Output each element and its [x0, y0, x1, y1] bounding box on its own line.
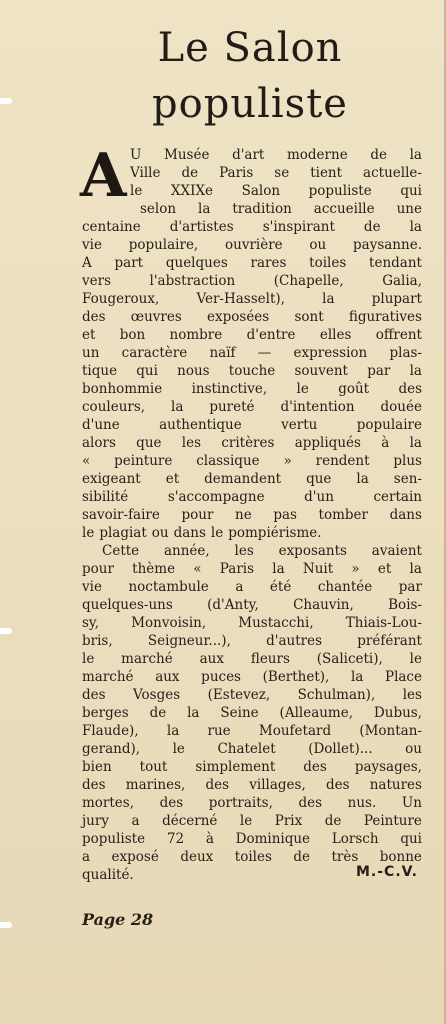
article-line: populiste 72 à Dominique Lorsch qui: [82, 831, 422, 847]
article-line: le XXIXe Salon populiste qui: [130, 183, 422, 199]
article-line: bien tout simplement des paysages,: [82, 759, 422, 775]
article-line: d'une authentique vertu populaire: [82, 417, 422, 433]
article-line: berges de la Seine (Alleaume, Dubus,: [82, 705, 422, 721]
article-line: bris, Seigneur...), d'autres préférant: [82, 633, 422, 649]
article-title-line-2: populiste: [152, 81, 348, 127]
article-line: pour thème « Paris la Nuit » et la: [82, 561, 422, 577]
torn-edge: [0, 628, 12, 634]
torn-edge: [0, 98, 12, 104]
torn-edge: [0, 922, 12, 928]
article-line: vie noctambule a été chantée par: [82, 579, 422, 595]
page-number: Page 28: [82, 910, 154, 929]
article-title-line-1: Le Salon: [157, 25, 343, 71]
article-line: jury a décerné le Prix de Peinture: [82, 813, 422, 829]
article-line: le plagiat ou dans le pompiérisme.: [82, 525, 322, 541]
article-line: Flaude), la rue Moufetard (Montan-: [82, 723, 422, 739]
article-line: alors que les critères appliqués à la: [82, 435, 422, 451]
article-line: vers l'abstraction (Chapelle, Galia,: [82, 273, 422, 289]
article-line: A part quelques rares toiles tendant: [82, 255, 422, 271]
article-line: sy, Monvoisin, Mustacchi, Thiais-Lou-: [82, 615, 422, 631]
article-line: quelques-uns (d'Anty, Chauvin, Bois-: [82, 597, 422, 613]
article-line: un caractère naïf — expression plas-: [82, 345, 422, 361]
article-line: « peinture classique » rendent plus: [82, 453, 422, 469]
drop-cap: A: [80, 141, 127, 211]
article-line: des Vosges (Estevez, Schulman), les: [82, 687, 422, 703]
article-line: Fougeroux, Ver-Hasselt), la plupart: [82, 291, 422, 307]
article-line: et bon nombre d'entre elles offrent: [82, 327, 422, 343]
article-line: centaine d'artistes s'inspirant de la: [82, 219, 422, 235]
article-line: mortes, des portraits, des nus. Un: [82, 795, 422, 811]
article-line: exigeant et demandent que la sen-: [82, 471, 422, 487]
article-line: des marines, des villages, des natures: [82, 777, 422, 793]
article-line: Ville de Paris se tient actuelle-: [130, 165, 422, 181]
article-line: des œuvres exposées sont figuratives: [82, 309, 422, 325]
article-line: U Musée d'art moderne de la: [130, 147, 422, 163]
article-line: savoir-faire pour ne pas tomber dans: [82, 507, 422, 523]
article-line: a exposé deux toiles de très bonne: [82, 849, 422, 865]
article-line: couleurs, la pureté d'intention douée: [82, 399, 422, 415]
article-line: marché aux puces (Berthet), la Place: [82, 669, 422, 685]
article-line: selon la tradition accueille une: [140, 201, 422, 217]
article-line: tique qui nous touche souvent par la: [82, 363, 422, 379]
article-line: gerand), le Chatelet (Dollet)... ou: [82, 741, 422, 757]
article-line: vie populaire, ouvrière ou paysanne.: [82, 237, 422, 253]
author-signature: M.-C.V.: [355, 864, 418, 880]
article-line: bonhommie instinctive, le goût des: [82, 381, 422, 397]
article-line: qualité.: [82, 867, 134, 883]
article-line: le marché aux fleurs (Saliceti), le: [82, 651, 422, 667]
article-line: Cette année, les exposants avaient: [102, 543, 422, 559]
article-line: sibilité s'accompagne d'un certain: [82, 489, 422, 505]
